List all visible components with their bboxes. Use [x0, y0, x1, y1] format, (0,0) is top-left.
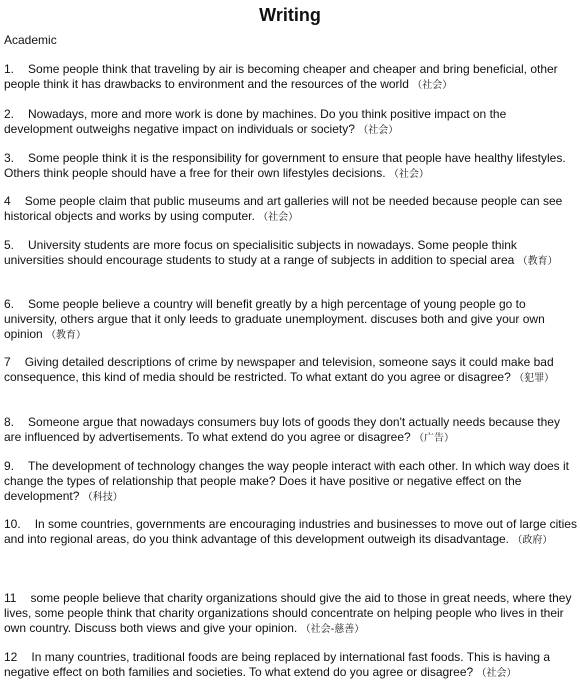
question-category-tag: （社会）	[388, 169, 429, 180]
page-title: Writing	[259, 5, 321, 25]
question-category-tag: （广告）	[414, 433, 455, 444]
question-number: 11	[4, 591, 17, 605]
question-category-tag: （社会）	[412, 80, 453, 91]
question-number: 12	[4, 650, 18, 664]
question-category-tag: （教育）	[46, 330, 87, 341]
question-item	[4, 517, 578, 548]
question-item	[4, 194, 578, 225]
question-text: Someone argue that nowadays consumers buy lots of goods they don't actually needs because they are influenced by advertisements. To what extend do you agree or disagree?	[4, 415, 560, 444]
question-text: In some countries, governments are encouraging industries and businesses to move out of large cities and into regional areas, do you think advantage of this development outweigh its disadvantage.	[4, 517, 577, 546]
question-item	[4, 238, 578, 269]
question-text: Some people think it is the responsibility for government to ensure that people have healthy lifestyles. Others think people should have a free for their own lifestyles decisions.	[4, 151, 566, 180]
question-number: 4	[4, 194, 11, 208]
question-item	[4, 650, 578, 681]
section-subtitle: Academic	[4, 33, 57, 47]
question-text: The development of technology changes the way people interact with each other. In which way does it change the types of relationship that people make? Does it have positive or negative effect on the development?	[4, 459, 570, 503]
question-category-tag: （犯罪）	[514, 373, 555, 384]
question-number: 2.	[4, 107, 15, 121]
question-item	[4, 151, 578, 182]
question-text: Some people claim that public museums and art galleries will not be needed because people can see historical objects and works by using computer.	[4, 194, 563, 223]
question-text: Giving detailed descriptions of crime by newspaper and television, someone says it could make bad consequence, this kind of media should be restricted. To what extant do you agree or disagree?	[4, 355, 554, 384]
question-number: 9.	[4, 459, 15, 473]
question-category-tag: （社会-慈善）	[300, 624, 365, 635]
question-number: 1.	[4, 62, 15, 76]
question-text: Some people believe a country will benefit greatly by a high percentage of young people go to university, others argue that it only leeds to graduate unemployment. discuses both and give your own opinion	[4, 297, 545, 341]
question-number: 8.	[4, 415, 15, 429]
question-text: Some people think that traveling by air is becoming cheaper and cheaper and bring beneficial, other people think it has drawbacks to environment and the resources of the world	[4, 62, 558, 91]
question-category-tag: （科技）	[82, 492, 123, 503]
question-item	[4, 459, 578, 505]
question-number: 10.	[4, 517, 21, 531]
question-number: 3.	[4, 151, 15, 165]
question-category-tag: （政府）	[512, 535, 553, 546]
question-text: In many countries, traditional foods are being replaced by international fast foods. This is having a negative effect on both families and societies. To what extend do you agree or disagree?	[4, 650, 551, 679]
question-item	[4, 415, 578, 446]
question-number: 7	[4, 355, 11, 369]
question-text: Nowadays, more and more work is done by machines. Do you think positive impact on the development outweighs negative impact on individuals or society?	[4, 107, 507, 136]
question-category-tag: （社会）	[358, 125, 399, 136]
question-category-tag: （社会）	[258, 212, 299, 223]
question-item	[4, 297, 578, 343]
question-number: 5.	[4, 238, 15, 252]
question-text: University students are more focus on specialisitic subjects in nowadays. Some people think universities should encourage students to study at a range of subjects in addition to special area	[4, 238, 517, 267]
question-text: some people believe that charity organizations should give the aid to those in great needs, where they lives, some people think that charity organizations should concentrate on helping people who lives in their own country. Discuss both views and give your opinion.	[4, 591, 572, 635]
question-category-tag: （社会）	[476, 668, 517, 679]
question-item	[4, 591, 578, 637]
question-category-tag: （教育）	[517, 256, 558, 267]
question-item	[4, 62, 578, 93]
question-item	[4, 355, 578, 386]
question-item	[4, 107, 578, 138]
question-number: 6.	[4, 297, 15, 311]
